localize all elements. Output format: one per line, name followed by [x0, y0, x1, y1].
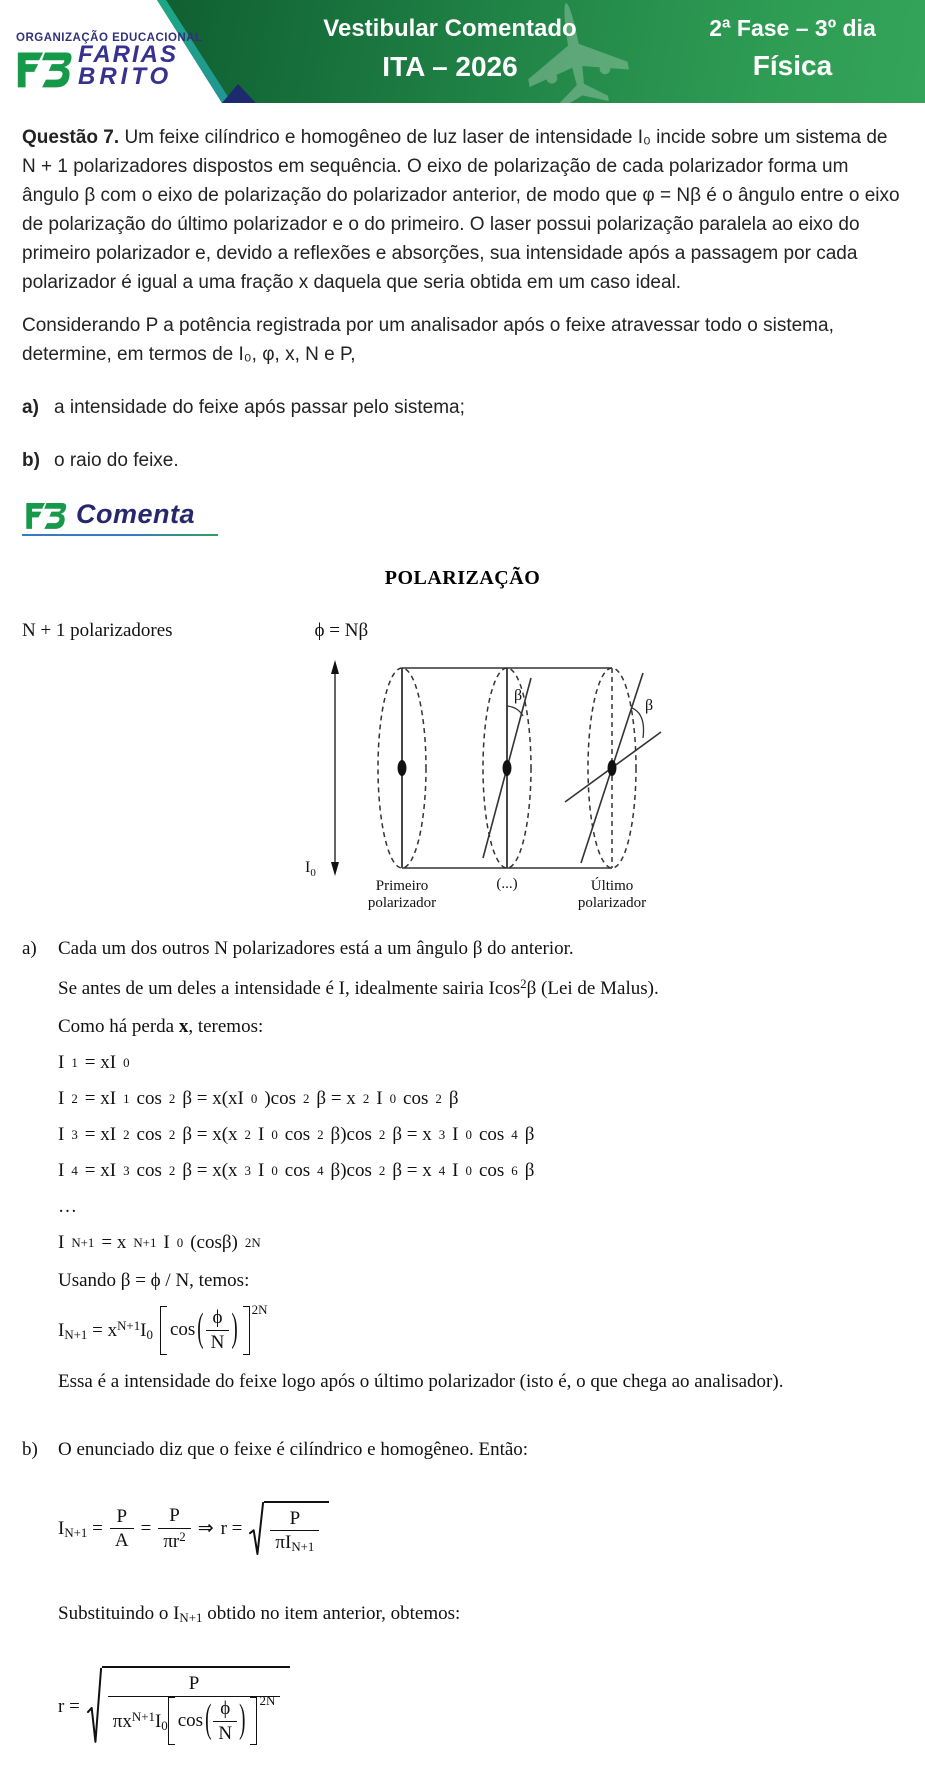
fb-comenta-logo — [22, 497, 218, 536]
header-subject: Física — [752, 50, 833, 81]
item-b-text: o raio do feixe. — [54, 450, 179, 471]
equation-area — [58, 1501, 903, 1558]
fb-logo-icon-small — [22, 497, 68, 532]
solution-b-label: b) — [22, 1438, 38, 1460]
beta-label-2: β — [514, 687, 523, 704]
label-last-1: Último — [590, 878, 634, 894]
eq-a-final-lhs: $I_{N+1} = x^{N+1}I_0$ — [58, 1317, 153, 1342]
p2: P — [169, 1505, 180, 1527]
brand-line2: BRITO — [78, 63, 173, 91]
solution-b-line1: O enunciado diz que o feixe é cilíndrico e homogêneo. Então: — [58, 1438, 529, 1460]
arrow-head-top — [331, 660, 339, 674]
equation-a-final — [58, 1302, 903, 1355]
question-item-b — [22, 446, 903, 475]
p-over-a — [110, 1505, 134, 1554]
solution-b-line2: Substituindo o $I_{N+1}$ obtido no item anterior, obtemos: — [58, 1603, 461, 1626]
sqrt-p-over-piI — [249, 1501, 329, 1558]
label-first-2: polarizador — [367, 895, 437, 911]
left-bracket — [160, 1306, 167, 1355]
equation-b-final — [58, 1666, 903, 1747]
right-bracket — [243, 1306, 250, 1355]
header-exam-info — [685, 15, 900, 82]
radicand-final — [102, 1666, 291, 1747]
n: N — [206, 1330, 230, 1355]
final-fraction — [108, 1672, 281, 1745]
n: N — [213, 1721, 237, 1746]
solution-a-closing: Essa é a intensidade do feixe logo após o último polarizador (isto é, o que chega ao analisador). — [58, 1370, 784, 1392]
question-label: Questão 7. — [22, 127, 120, 148]
header-title-line2: ITA – 2026 — [382, 51, 518, 82]
piI: $\pi I_{N+1}$ — [270, 1530, 319, 1555]
solution-item-b — [22, 1439, 903, 1461]
arrow-head-bottom — [331, 862, 339, 876]
sqrt-final — [87, 1666, 291, 1747]
section-title: POLARIZAÇÃO — [384, 567, 541, 589]
label-last-2: polarizador — [577, 895, 647, 911]
polarizers-diagram — [287, 648, 707, 913]
question-paragraph-1 — [22, 123, 903, 297]
notes-row — [22, 620, 903, 642]
brand-line1: FARIAS — [78, 41, 179, 68]
phi-over-n — [206, 1306, 230, 1355]
final-den-group — [112, 1692, 276, 1746]
question-text-1: Um feixe cilíndrico e homogêneo de luz laser de intensidade I₀ incide sobre um sistema de N + 1 polarizadores dispostos em sequência. O eixo de polarização de cada polarizador forma um ângulo β com o eixo de polarização do polarizador anterior, de modo que φ = Nβ é o ângulo entre o eixo de polarização do último polarizador e o do primeiro. O laser possui polarização paralela ao eixo do primeiro polarizador e, devido a reflexões e absorções, sua intensidade após a passagem por cada polarizador é igual a uma fração x daquela que seria obtida em um caso ideal. — [22, 127, 900, 293]
equation-dots: … — [58, 1196, 77, 1218]
a1: A — [110, 1528, 134, 1553]
radical-icon — [249, 1501, 264, 1558]
solution-item-a — [22, 938, 903, 960]
p1: P — [116, 1505, 128, 1527]
question-paragraph-2: Considerando P a potência registrada por um analisador após o feixe atravessar todo o sistema, determine, em termos de I₀, φ, x, N e P, — [22, 315, 834, 365]
implies-arrow: ⇒ — [197, 1518, 214, 1540]
p-final: P — [188, 1673, 200, 1695]
equation-i2: I 2 = xI 1 cos 2 β = x(xI 0 )cos 2 β = x 2 I 0 cos 2 β — [58, 1088, 459, 1110]
solution-a-line3 — [58, 1016, 903, 1038]
exponent-2n: 2N — [251, 1302, 268, 1318]
item-a-text: a intensidade do feixe após passar pelo sistema; — [54, 397, 465, 418]
phi: ϕ — [220, 1697, 231, 1719]
polarizer-2-dot — [503, 760, 512, 776]
solution-a-line2: Se antes de um deles a intensidade é I, idealmente sairia Icos$^2$β (Lei de Malus). — [58, 976, 659, 1000]
equation-i3: I 3 = xI 2 cos 2 β = x(x 2 I 0 cos 2 β)cos 2 β = x 3 I 0 cos 4 β — [58, 1124, 535, 1146]
equation-i4: I 4 = xI 3 cos 2 β = x(x 3 I 0 cos 4 β)cos 2 β = x 4 I 0 cos 6 β — [58, 1160, 535, 1182]
line3-suffix: , teremos: — [188, 1016, 264, 1038]
item-b-label: b) — [22, 450, 40, 471]
cos-token: cos — [177, 1710, 204, 1732]
right-paren: ) — [239, 1698, 246, 1743]
question-item-a — [22, 393, 903, 422]
r-equals: r = — [220, 1517, 243, 1539]
radical-icon — [87, 1666, 102, 1747]
intensity-label: $I_0$ — [305, 859, 316, 879]
line3-prefix: Como há perda — [58, 1016, 179, 1038]
exponent-2n: 2N — [259, 1692, 276, 1708]
solution-a-label: a) — [22, 938, 37, 959]
farias-brito-logo — [12, 41, 179, 92]
solution-a-line1: Cada um dos outros N polarizadores está a um ângulo β do anterior. — [58, 938, 574, 959]
label-mid: (...) — [496, 876, 518, 892]
phi: ϕ — [212, 1307, 223, 1329]
phi-over-n-final — [213, 1697, 237, 1746]
polarizer-3-dot — [608, 760, 617, 776]
fb-comenta-row — [22, 497, 218, 532]
header-title-line1: Vestibular Comentado — [323, 15, 577, 42]
eq-b-final-lhs: r = — [58, 1695, 80, 1717]
right-paren: ) — [231, 1307, 238, 1352]
label-first-1: Primeiro — [375, 878, 429, 894]
eq-area-lhs: $I_{N+1}$ = — [58, 1517, 103, 1540]
equation-i1: I 1 = xI 0 — [58, 1052, 130, 1074]
page-header — [0, 0, 925, 103]
equation-in1: I N+1 = x N+1 I 0 (cosβ) 2N — [58, 1232, 261, 1254]
comenta-underline — [22, 534, 218, 536]
question-block — [22, 123, 903, 475]
line3-bold-x: x — [178, 1016, 189, 1038]
left-paren: ( — [197, 1307, 204, 1352]
brand-name — [78, 41, 179, 91]
header-phase: 2ª Fase – 3º dia — [709, 15, 876, 41]
p3: P — [289, 1507, 301, 1529]
equals-sign: = — [140, 1517, 152, 1539]
note-phi: ϕ = Nβ — [314, 620, 369, 641]
p-over-pir2 — [158, 1504, 190, 1554]
org-label: ORGANIZAÇÃO EDUCACIONAL — [16, 32, 203, 44]
pir2: $\pi r^2$ — [158, 1528, 190, 1554]
page-content — [0, 123, 925, 1781]
final-denominator — [108, 1692, 281, 1746]
cos-token: cos — [169, 1319, 196, 1341]
right-bracket — [250, 1697, 257, 1746]
header-title — [280, 15, 620, 83]
note-polarizers: N + 1 polarizadores — [22, 620, 173, 641]
comenta-wordmark: Comenta — [76, 499, 196, 529]
item-a-label: a) — [22, 397, 39, 418]
den-prefix: $\pi x^{N+1}I_0$ — [112, 1708, 168, 1733]
fb-logo-icon — [12, 44, 74, 92]
radicand — [264, 1501, 329, 1558]
left-bracket — [168, 1697, 175, 1746]
polarizer-1-dot — [398, 760, 407, 776]
solution-a-using: Usando β = ϕ / N, temos: — [58, 1270, 250, 1292]
left-paren: ( — [205, 1698, 212, 1743]
bottom-padding — [22, 1747, 903, 1781]
beta-label-3: β — [645, 697, 654, 714]
p-over-piI — [270, 1507, 319, 1556]
eq-a-final-group — [160, 1302, 268, 1355]
